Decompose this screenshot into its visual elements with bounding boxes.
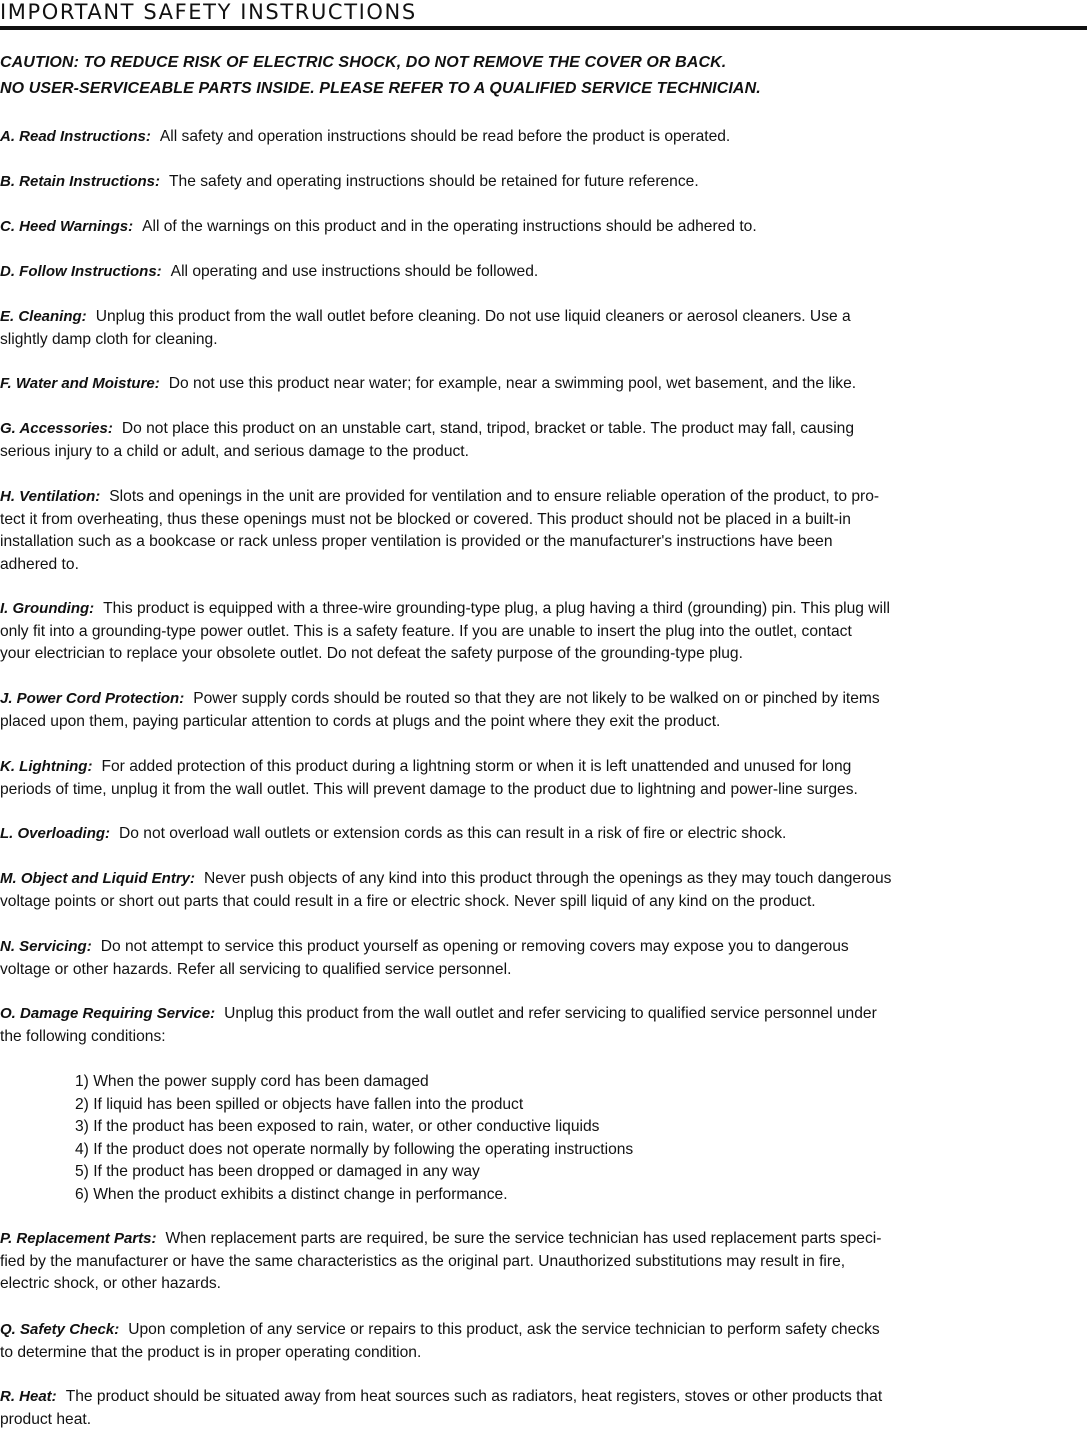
instruction-label: R. Heat: xyxy=(0,1388,57,1405)
instruction-item xyxy=(0,823,1087,846)
instruction-text: electric shock, or other hazards. xyxy=(0,1275,221,1292)
instruction-line xyxy=(0,1026,1087,1049)
instruction-text: All of the warnings on this product and in the operating instructions should be adhered to. xyxy=(142,218,757,235)
instruction-text: tect it from overheating, thus these openings must not be blocked or covered. This product should not be placed in a built-in xyxy=(0,511,851,528)
condition-item: 5) If the product has been dropped or damaged in any way xyxy=(75,1161,633,1184)
instruction-item xyxy=(0,418,1087,463)
instruction-text: Never push objects of any kind into this product through the openings as they may touch dangerous xyxy=(204,870,891,887)
instruction-line xyxy=(0,711,1087,734)
instruction-text: Unplug this product from the wall outlet and refer servicing to qualified service personnel under xyxy=(224,1005,877,1022)
instruction-line xyxy=(0,959,1087,982)
instruction-label: N. Servicing: xyxy=(0,938,92,955)
instruction-line xyxy=(0,1342,1087,1365)
instruction-line xyxy=(0,891,1087,914)
instruction-text: slightly damp cloth for cleaning. xyxy=(0,331,218,348)
instruction-line xyxy=(0,1319,1087,1342)
instruction-text: periods of time, unplug it from the wall outlet. This will prevent damage to the product due to lightning and power-line surges. xyxy=(0,781,858,798)
caution-line: NO USER-SERVICEABLE PARTS INSIDE. PLEASE REFER TO A QUALIFIED SERVICE TECHNICIAN. xyxy=(0,76,1087,102)
instruction-text: The product should be situated away from heat sources such as radiators, heat registers, stoves or other products that xyxy=(66,1388,883,1405)
instruction-line xyxy=(0,1409,1087,1431)
instruction-line xyxy=(0,1228,1087,1251)
instruction-line xyxy=(0,823,1087,846)
instruction-line xyxy=(0,779,1087,802)
instruction-text: voltage or other hazards. Refer all servicing to qualified service personnel. xyxy=(0,961,511,978)
instruction-line xyxy=(0,868,1087,891)
instruction-line xyxy=(0,126,1087,149)
title-rule xyxy=(0,26,1087,30)
instruction-line xyxy=(0,1251,1087,1274)
instruction-line xyxy=(0,486,1087,509)
condition-item: 6) When the product exhibits a distinct change in performance. xyxy=(75,1184,633,1207)
instruction-text: adhered to. xyxy=(0,556,79,573)
instruction-line xyxy=(0,1273,1087,1296)
instruction-text: Unplug this product from the wall outlet before cleaning. Do not use liquid cleaners or aerosol cleaners. Use a xyxy=(96,308,851,325)
condition-item: 3) If the product has been exposed to rain, water, or other conductive liquids xyxy=(75,1116,633,1139)
instruction-item xyxy=(0,868,1087,913)
instruction-item xyxy=(0,1003,1087,1048)
instruction-item xyxy=(0,1386,1087,1431)
page-title: IMPORTANT SAFETY INSTRUCTIONS xyxy=(0,0,417,25)
instruction-line xyxy=(0,688,1087,711)
instruction-item xyxy=(0,936,1087,981)
instruction-label: G. Accessories: xyxy=(0,420,113,437)
instruction-text: Do not attempt to service this product yourself as opening or removing covers may expose you to dangerous xyxy=(101,938,849,955)
instruction-item xyxy=(0,171,1087,194)
instruction-line xyxy=(0,261,1087,284)
instruction-line xyxy=(0,441,1087,464)
instruction-line xyxy=(0,936,1087,959)
instruction-text: All safety and operation instructions should be read before the product is operated. xyxy=(160,128,730,145)
instruction-label: B. Retain Instructions: xyxy=(0,173,160,190)
instruction-text: placed upon them, paying particular attention to cords at plugs and the point where they exit the product. xyxy=(0,713,720,730)
instruction-line xyxy=(0,306,1087,329)
instruction-text: The safety and operating instructions should be retained for future reference. xyxy=(169,173,699,190)
service-conditions-list xyxy=(75,1071,633,1207)
instruction-text: When replacement parts are required, be sure the service technician has used replacement parts speci- xyxy=(165,1230,881,1247)
caution-line: CAUTION: TO REDUCE RISK OF ELECTRIC SHOCK, DO NOT REMOVE THE COVER OR BACK. xyxy=(0,50,1087,76)
instruction-text: Power supply cords should be routed so that they are not likely to be walked on or pinched by items xyxy=(193,690,880,707)
instruction-line xyxy=(0,329,1087,352)
instruction-label: J. Power Cord Protection: xyxy=(0,690,184,707)
instruction-label: K. Lightning: xyxy=(0,758,92,775)
instruction-line xyxy=(0,531,1087,554)
instruction-label: L. Overloading: xyxy=(0,825,110,842)
instruction-line xyxy=(0,621,1087,644)
instruction-text: Do not overload wall outlets or extension cords as this can result in a risk of fire or electric shock. xyxy=(119,825,786,842)
instruction-item xyxy=(0,688,1087,733)
instruction-text: product heat. xyxy=(0,1411,91,1428)
instruction-item xyxy=(0,216,1087,239)
condition-item: 1) When the power supply cord has been damaged xyxy=(75,1071,633,1094)
caution-notice xyxy=(0,50,1087,102)
instruction-line xyxy=(0,171,1087,194)
instruction-text: to determine that the product is in proper operating condition. xyxy=(0,1344,421,1361)
instruction-text: the following conditions: xyxy=(0,1028,166,1045)
instruction-item xyxy=(0,486,1087,576)
instruction-label: O. Damage Requiring Service: xyxy=(0,1005,215,1022)
instruction-text: This product is equipped with a three-wire grounding-type plug, a plug having a third (grounding) pin. This plug will xyxy=(103,600,890,617)
instruction-label: E. Cleaning: xyxy=(0,308,87,325)
instruction-text: For added protection of this product during a lightning storm or when it is left unattended and unused for long xyxy=(101,758,851,775)
instruction-line xyxy=(0,643,1087,666)
instruction-text: Do not place this product on an unstable cart, stand, tripod, bracket or table. The product may fall, causing xyxy=(122,420,854,437)
instruction-item xyxy=(0,756,1087,801)
instruction-item xyxy=(0,598,1087,666)
instruction-line xyxy=(0,418,1087,441)
instruction-item xyxy=(0,1228,1087,1296)
instruction-text: All operating and use instructions should be followed. xyxy=(171,263,539,280)
instruction-item xyxy=(0,306,1087,351)
instruction-label: H. Ventilation: xyxy=(0,488,100,505)
instruction-label: I. Grounding: xyxy=(0,600,94,617)
instruction-line xyxy=(0,1386,1087,1409)
instruction-item xyxy=(0,126,1087,149)
instruction-label: C. Heed Warnings: xyxy=(0,218,133,235)
instruction-item xyxy=(0,1319,1087,1364)
instruction-label: P. Replacement Parts: xyxy=(0,1230,156,1247)
instruction-text: Do not use this product near water; for example, near a swimming pool, wet basement, and the like. xyxy=(169,375,856,392)
condition-item: 4) If the product does not operate normally by following the operating instructions xyxy=(75,1139,633,1162)
instruction-text: serious injury to a child or adult, and serious damage to the product. xyxy=(0,443,469,460)
instruction-label: F. Water and Moisture: xyxy=(0,375,160,392)
instruction-text: only fit into a grounding-type power outlet. This is a safety feature. If you are unable to insert the plug into the outlet, contact xyxy=(0,623,852,640)
instruction-line xyxy=(0,216,1087,239)
instruction-line xyxy=(0,554,1087,577)
instruction-label: M. Object and Liquid Entry: xyxy=(0,870,195,887)
instruction-text: voltage points or short out parts that could result in a fire or electric shock. Never spill liquid of any kind on the product. xyxy=(0,893,816,910)
instruction-text: installation such as a bookcase or rack unless proper ventilation is provided or the manufacturer's instructions have been xyxy=(0,533,833,550)
instruction-text: fied by the manufacturer or have the same characteristics as the original part. Unauthorized substitutions may result in fire, xyxy=(0,1253,845,1270)
instruction-item xyxy=(0,373,1087,396)
instruction-line xyxy=(0,509,1087,532)
instruction-label: A. Read Instructions: xyxy=(0,128,151,145)
instruction-line xyxy=(0,373,1087,396)
instruction-text: Slots and openings in the unit are provided for ventilation and to ensure reliable operation of the product, to pro- xyxy=(109,488,879,505)
instruction-line xyxy=(0,1003,1087,1026)
instruction-item xyxy=(0,261,1087,284)
instruction-text: Upon completion of any service or repairs to this product, ask the service technician to perform safety checks xyxy=(128,1321,879,1338)
condition-item: 2) If liquid has been spilled or objects have fallen into the product xyxy=(75,1094,633,1117)
instruction-label: Q. Safety Check: xyxy=(0,1321,119,1338)
instruction-label: D. Follow Instructions: xyxy=(0,263,162,280)
instruction-line xyxy=(0,598,1087,621)
instruction-text: your electrician to replace your obsolete outlet. Do not defeat the safety purpose of the grounding-type plug. xyxy=(0,645,743,662)
instruction-line xyxy=(0,756,1087,779)
